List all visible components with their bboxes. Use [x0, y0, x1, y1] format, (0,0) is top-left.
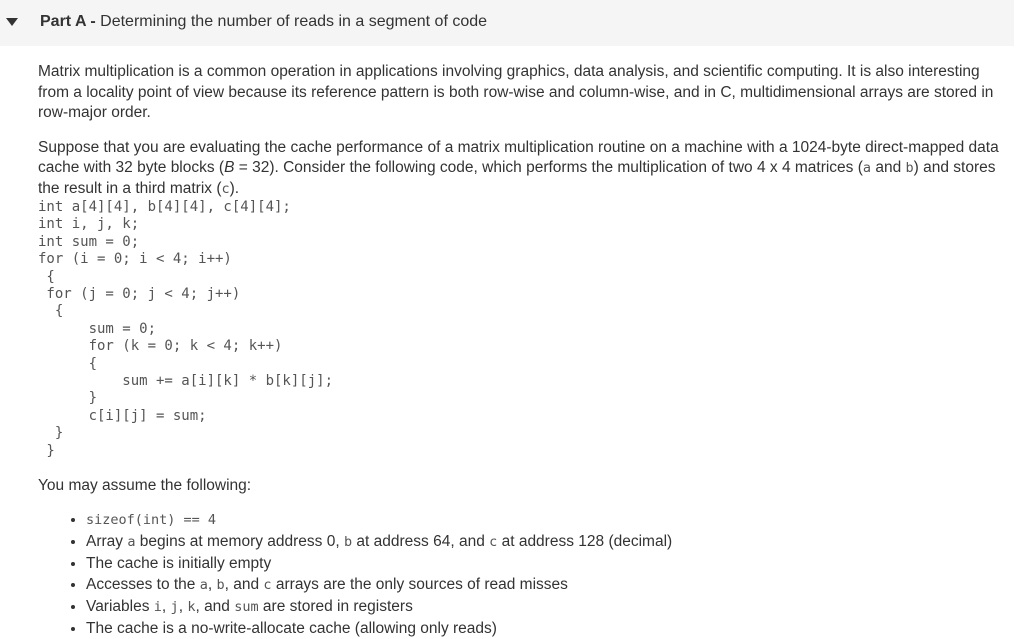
code-block — [38, 199, 1004, 460]
setup-text-2: = 32). Consider the following code, which performs the multiplication of two 4 x 4 matrices ( — [234, 159, 863, 176]
array-c-name: c — [489, 533, 498, 550]
assumption-text: Accesses to the — [86, 575, 200, 593]
matrix-b-name: b — [905, 160, 914, 176]
code-line: } — [38, 425, 64, 442]
code-line: c[i][j] = sum; — [38, 407, 207, 424]
title-separator: - — [85, 13, 101, 30]
setup-text-1: Suppose that you are evaluating the cache performance of a matrix multiplication routine on a machine with a 1024-byte direct-mapped data cache with 32 byte blocks ( — [38, 138, 999, 176]
code-line: for (i = 0; i < 4; i++) — [38, 251, 232, 268]
code-line: for (j = 0; j < 4; j++) — [38, 286, 241, 303]
setup-text-3: and — [871, 159, 906, 176]
code-line: int i, j, k; — [38, 216, 140, 233]
code-line: for (k = 0; k < 4; k++) — [38, 338, 283, 355]
variable-j: j — [170, 598, 179, 615]
assumption-text: , and — [224, 575, 264, 593]
assumption-text: are stored in registers — [258, 597, 413, 615]
part-label: Part A — [40, 13, 86, 30]
assumptions-intro: You may assume the following: — [38, 477, 252, 495]
code-line: } — [38, 442, 55, 459]
code-line: { — [38, 303, 64, 320]
array-a-name: a — [127, 533, 136, 550]
variable-k: k — [187, 598, 196, 615]
code-line: } — [38, 390, 98, 407]
collapse-caret-icon[interactable] — [6, 18, 18, 26]
assumption-text: The cache is initially empty — [86, 554, 272, 572]
array-c-name: c — [263, 576, 272, 593]
code-line: int a[4][4], b[4][4], c[4][4]; — [38, 199, 291, 215]
sizeof-code: sizeof(int) == 4 — [86, 511, 217, 528]
part-header[interactable] — [0, 0, 1014, 46]
assumption-text: Variables — [86, 597, 154, 615]
part-title — [40, 13, 487, 31]
setup-text-4: ) and stores the result in a third matrix ( — [38, 159, 996, 197]
code-line: { — [38, 355, 98, 372]
assumption-text: The cache is a no-write-allocate cache (allowing only reads) — [86, 619, 497, 637]
assumption-text: arrays are the only sources of read misses — [271, 575, 568, 593]
assumptions-list — [38, 509, 1004, 639]
assumption-text: at address 64, and — [352, 532, 490, 550]
assumption-text: at address 128 (decimal) — [497, 532, 673, 550]
assumption-text: Array — [86, 532, 128, 550]
assumption-text: begins at memory address 0, — [135, 532, 344, 550]
array-b-name: b — [216, 576, 225, 593]
assumption-text: , — [178, 597, 188, 615]
code-line: sum = 0; — [38, 320, 157, 337]
code-line: sum += a[i][k] * b[k][j]; — [38, 373, 334, 390]
assumption-item — [86, 553, 1004, 574]
problem-content — [38, 62, 1004, 639]
assumption-item — [86, 618, 1004, 639]
assumption-text: , — [207, 575, 217, 593]
part-title-text: Determining the number of reads in a segment of code — [100, 13, 488, 30]
assumption-text: , — [161, 597, 171, 615]
code-line: int sum = 0; — [38, 233, 140, 250]
matrix-a-name: a — [862, 160, 872, 176]
code-line: { — [38, 268, 55, 285]
setup-text-5: ). — [229, 179, 240, 197]
assumption-item — [86, 531, 1004, 553]
intro-paragraph: Matrix multiplication is a common operation in applications involving graphics, data analysis, and scientific computing. It is also interesting from a locality point of view because its reference pattern is both row-wise and column-wise, and in C, multidimensional arrays are stored in row-major order. — [38, 63, 994, 121]
assumption-item — [86, 509, 1004, 531]
setup-paragraph — [38, 138, 1004, 200]
assumption-text: , and — [195, 597, 235, 615]
variable-i: i — [153, 598, 162, 615]
variable-sum: sum — [234, 598, 259, 615]
array-b-name: b — [343, 533, 353, 550]
assumption-item — [86, 574, 1004, 596]
block-size-variable: B — [224, 159, 235, 176]
matrix-c-name: c — [221, 180, 230, 197]
array-a-name: a — [199, 576, 208, 593]
assumption-item — [86, 596, 1004, 618]
